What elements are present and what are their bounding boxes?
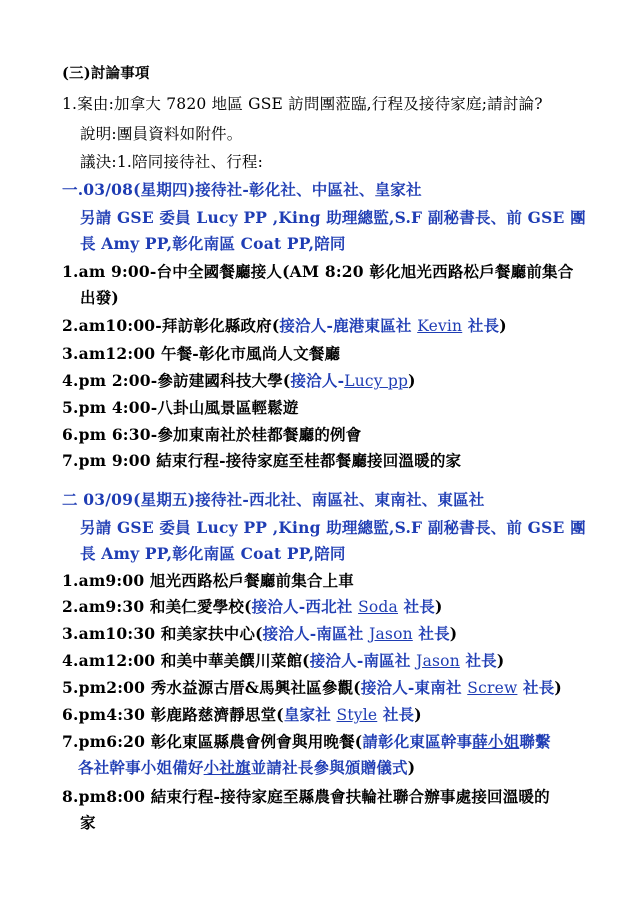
item-text: 5.pm2:00 秀水益源古厝&馬興社區參觀(	[62, 678, 361, 697]
note-line: 說明:團員資料如附件。	[80, 125, 243, 143]
item-text: 4.am12:00 和美中華美饌川菜館(	[62, 651, 310, 670]
day2-item-1: 1.am9:00 旭光西路松戶餐廳前集合上車	[62, 571, 354, 590]
day2-companions-1: 另請 GSE 委員 Lucy PP ,King 助理總監,S.F 副秘書長、前 GSE 團	[80, 518, 586, 537]
item-tail: )	[496, 651, 505, 670]
day1-item-1-line-2: 出發)	[80, 288, 119, 307]
day2-item-5	[62, 678, 562, 698]
section-title: (三)討論事項	[62, 65, 150, 82]
day2-item-8-line-2: 家	[80, 813, 96, 832]
contact-suffix: 社長	[412, 624, 450, 643]
item-text: 6.pm4:30 彰鹿路慈濟靜思堂(	[62, 705, 284, 724]
day2-heading: 二 03/09(星期五)接待社-西北社、南區社、東南社、東區社	[62, 490, 485, 509]
resolution-line: 議決:1.陪同接待社、行程:	[80, 153, 264, 171]
contact-prefix: 皇家社	[283, 705, 337, 724]
day2-item-6	[62, 705, 422, 725]
contact-suffix: 社長	[462, 316, 500, 335]
item-tail: )	[407, 758, 416, 777]
day1-item-7: 7.pm 9:00 結束行程-接待家庭至桂都餐廳接回溫暖的家	[62, 451, 462, 470]
item-text: 4.pm 2:00-參訪建國科技大學(	[62, 371, 291, 390]
note-part-c: 聯繫	[519, 732, 551, 751]
contact-name-link[interactable]: Kevin	[417, 317, 463, 335]
item-tail: )	[414, 705, 422, 724]
day1-item-5: 5.pm 4:00-八卦山風景區輕鬆遊	[62, 398, 299, 417]
day1-item-3: 3.am12:00 午餐-彰化市風尚人文餐廳	[62, 344, 341, 363]
item-text: 3.am10:30 和美家扶中心(	[62, 624, 263, 643]
contact-prefix: 接洽人-	[290, 371, 345, 390]
day2-item-8-line-1: 8.pm8:00 結束行程-接待家庭至縣農會扶輪社聯合辦事處接回溫暖的	[62, 787, 550, 806]
item-tail: )	[449, 624, 458, 643]
day2-item-7-line-2	[78, 758, 415, 778]
contact-prefix: 接洽人-南區社	[309, 651, 417, 670]
contact-name-link[interactable]: Screw	[467, 679, 518, 697]
day2-item-7-line-1	[62, 732, 551, 752]
contact-prefix: 接洽人-東南社	[360, 678, 468, 697]
contact-name-link[interactable]: Jason	[416, 652, 460, 670]
day2-item-4	[62, 651, 504, 671]
day1-companions-2: 長 Amy PP,彰化南區 Coat PP,陪同	[80, 234, 346, 253]
contact-prefix: 接洽人-鹿港東區社	[279, 316, 418, 335]
contact-suffix: 社長	[459, 651, 497, 670]
contact-suffix: 社長	[517, 678, 555, 697]
contact-name-link[interactable]: Soda	[358, 598, 398, 616]
item-text: 7.pm6:20 彰化東區縣農會例會與用晚餐(	[62, 732, 363, 751]
contact-suffix: 社長	[377, 705, 415, 724]
note-line2-c: 並請社長參與頒贈儀式	[250, 758, 408, 777]
item-tail: )	[435, 597, 443, 616]
case-line: 1.案由:加拿大 7820 地區 GSE 訪問團蒞臨,行程及接待家庭;請討論?	[62, 95, 543, 113]
item-text: 2.am10:00-拜訪彰化縣政府(	[62, 316, 280, 335]
contact-prefix: 接洽人-西北社	[251, 597, 359, 616]
day2-companions-2: 長 Amy PP,彰化南區 Coat PP,陪同	[80, 544, 346, 563]
item-tail: )	[554, 678, 562, 697]
day1-item-2	[62, 316, 507, 336]
day1-item-6: 6.pm 6:30-參加東南社於桂都餐廳的例會	[62, 425, 362, 444]
item-text: 2.am9:30 和美仁愛學校(	[62, 597, 252, 616]
item-tail: )	[408, 371, 416, 390]
note-part-a: 請彰化東區幹事	[362, 732, 473, 751]
contact-name-link[interactable]: Jason	[369, 625, 413, 643]
day1-item-4	[62, 371, 416, 391]
day2-item-2	[62, 597, 443, 617]
day1-companions-1: 另請 GSE 委員 Lucy PP ,King 助理總監,S.F 副秘書長、前 GSE 團	[80, 208, 586, 227]
contact-name-link[interactable]: Lucy pp	[344, 372, 409, 390]
note-line2-b: 小社旗	[203, 758, 251, 777]
day1-item-1-line-1: 1.am 9:00-台中全國餐廳接人(AM 8:20 彰化旭光西路松戶餐廳前集合	[62, 262, 574, 281]
item-tail: )	[499, 316, 507, 335]
contact-suffix: 社長	[398, 597, 435, 616]
note-line2-a: 各社幹事小姐備好	[78, 758, 204, 777]
contact-prefix: 接洽人-南區社	[262, 624, 370, 643]
day1-heading: 一.03/08(星期四)接待社-彰化社、中區社、皇家社	[62, 180, 422, 199]
note-part-b: 薛小姐	[472, 732, 520, 751]
day2-item-3	[62, 624, 457, 644]
contact-name-link[interactable]: Style	[336, 706, 378, 724]
